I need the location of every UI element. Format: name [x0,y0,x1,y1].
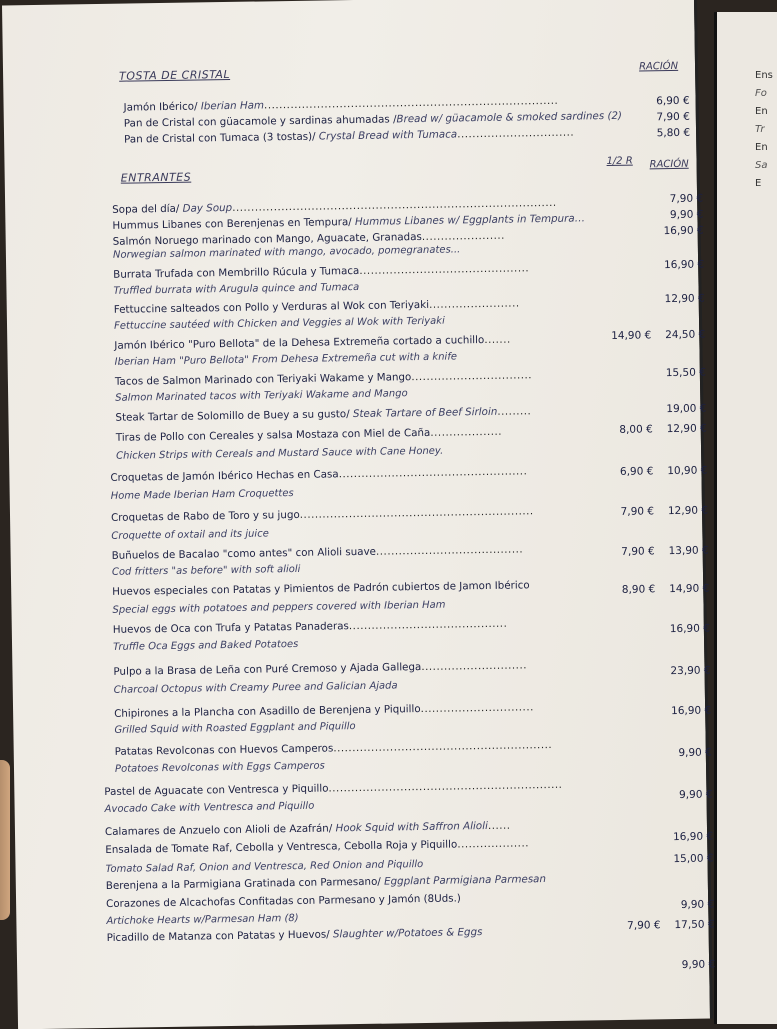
menu-item-translation: Chicken Strips with Cereals and Mustard Sauce with Cane Honey. [116,445,444,462]
price-racion: 12,90 € [664,292,705,306]
item-name-en: Slaughter w/Potatoes & Eggs [332,926,483,941]
item-name-es: Jamón Ibérico "Puro Bellota" de la Dehesa Extremeña cortado a cuchillo [114,333,485,352]
item-name-es: Croquetas de Rabo de Toro y su jugo [110,508,300,524]
menu-item-name [116,426,502,444]
menu-item-name [113,618,508,636]
item-name-es: Calamares de Anzuelo con Alioli de Azafrán/ [104,822,336,839]
item-name-es: Berenjena a la Parmigiana Gratinada con Parmesano/ [105,875,385,892]
price-racion: 9,90 € [678,788,713,801]
menu-item-name [105,837,529,856]
item-dots: ....... [484,333,511,346]
item-name-en: Eggplant Parmigiana Parmesan [383,873,547,888]
item-name-es: Chipirones a la Plancha con Asadillo de Berenjena y Piquillo [114,703,421,720]
adjacent-page-text: Ens [755,70,773,81]
menu-item-translation: Cod fritters "as before" with soft alioli [111,563,301,578]
price-racion: 16,90 € [670,704,712,718]
price-half: 14,90 € [611,329,652,342]
item-dots: ...................... [421,229,505,243]
menu-item-name [112,543,524,561]
price-racion: 14,90 € [669,582,710,596]
menu-content [2,0,716,1029]
price-racion: 17,50 € [674,918,715,932]
item-name-es: Tiras de Pollo con Cereales y salsa Mostaza con Miel de Caña [115,426,431,444]
menu-item-translation: Tomato Salad Raf, Onion and Ventresca, Red Onion and Piquillo [105,859,424,876]
price-racion: 15,00 € [673,852,714,866]
price-half: 6,90 € [619,465,654,478]
item-name-es: Fettuccine salteados con Pollo y Verduras al Wok con Teriyaki [113,298,430,316]
col-head-racion: RACIÓN [649,158,689,171]
item-dots: .............................................................. [299,505,534,521]
menu-item-name [106,873,546,892]
item-dots: ................................ [411,369,533,384]
item-name-en: Iberian Ham [200,99,265,113]
price-racion: 9,90 € [680,898,715,911]
menu-item-translation: Truffle Oca Eggs and Baked Potatoes [113,638,299,653]
menu-item-translation: Charcoal Octopus with Creamy Puree and Galician Ajada [113,680,398,696]
menu-item-translation: Home Made Iberian Ham Croquettes [110,488,294,502]
adjacent-page [714,12,777,1024]
menu-item-name [124,127,574,146]
thumb [0,760,10,920]
price-racion: 23,90 € [670,664,711,678]
price-racion: 15,50 € [665,366,706,380]
menu-item-name [113,659,527,677]
item-name-es: Pan de Cristal con Tumaca (3 tostas)/ [124,130,319,146]
item-name-es: Jamón Ibérico/ [123,100,201,114]
price-racion: 10,90 € [667,464,708,478]
menu-page [2,0,716,1029]
item-name-es: Tacos de Salmon Marinado con Teriyaki Wakame y Mango [114,371,412,388]
adjacent-page-text: Tr [755,124,765,135]
price-half: 8,00 € [619,423,653,436]
item-name-es: Salmón Noruego marinado con Mango, Aguacate, Granadas [112,230,422,248]
price-racion: 6,90 € [656,94,690,108]
menu-item-translation: Special eggs with potatoes and peppers covered with Iberian Ham [112,599,446,616]
price-racion: 7,90 € [656,110,690,124]
item-name-es: Patatas Revolconas con Huevos Camperos [114,742,334,758]
item-name-es: Corazones de Alcachofas Confitadas con Parmesano y Jamón (8Uds.) [106,892,461,910]
section-title-tosta: TOSTA DE CRISTAL [119,67,231,83]
item-dots: ......... [497,405,532,418]
item-dots: ................... [457,837,530,851]
menu-item-name [115,739,553,758]
item-dots: ............................... [457,126,575,141]
item-dots: ............................ [421,659,528,674]
menu-item-name [112,212,585,231]
price-racion: 12,90 € [666,422,707,436]
menu-item-name [112,579,530,598]
price-racion: 16,90 € [669,622,710,636]
price-racion: 24,50 € [665,328,706,342]
item-name-es: Huevos de Oca con Trufa y Patatas Panaderas [112,620,349,636]
price-racion: 7,90 € [669,192,704,206]
item-dots: .............................................................................. [263,94,559,112]
item-name-en: Hook Squid with Saffron Alioli [335,819,488,835]
item-dots: ............................................. [359,262,530,277]
adjacent-page-text: En [755,106,768,117]
item-name-es: Sopa del día/ [112,202,183,216]
price-racion: 9,90 € [678,746,712,759]
item-dots: .......................................... [348,617,508,633]
adjacent-page-text: Fo [755,88,767,99]
price-half: 7,90 € [620,505,655,518]
item-dots: ...................................................................................... [232,196,557,214]
item-dots: ....................................... [375,543,524,558]
price-racion: 13,90 € [668,544,709,558]
menu-item-translation: Croquette of oxtail and its juice [111,528,269,542]
item-dots: .......................................................... [333,738,553,755]
menu-item-translation: Grilled Squid with Roasted Eggplant and Piquillo [114,721,356,736]
item-name-es: Buñuelos de Bacalao "como antes" con Alioli suave [111,545,377,562]
item-name-es: Burrata Trufada con Membrillo Rúcula y Tumaca [113,264,360,281]
menu-item-name [114,297,520,315]
menu-item-name [114,701,534,720]
item-dots: ...... [487,819,511,832]
price-racion: 5,80 € [656,126,691,140]
price-racion: 12,90 € [667,504,709,518]
menu-item-name [106,892,461,910]
price-racion: 9,90 € [669,208,704,222]
price-racion: 16,90 € [663,258,705,272]
item-name-en: Steak Tartare of Beef Sirloin [352,405,498,421]
menu-item-translation: Potatoes Revolconas with Eggs Camperos [114,760,325,775]
menu-item-translation: Salmon Marinated tacos with Teriyaki Wakame and Mango [115,388,408,404]
adjacent-page-text: E [755,178,762,189]
item-name-en: Bread w/ güacamole & smoked sardines (2) [396,109,623,126]
item-name-es: Huevos especiales con Patatas y Pimientos de Padrón cubiertos de Jamon Ibérico [112,579,530,598]
item-dots: .................................................. [338,465,528,481]
price-racion: 16,90 € [663,224,704,238]
menu-item-name [113,262,529,281]
item-dots: .............................................................. [328,778,563,795]
adjacent-page-text: En [755,142,768,153]
section-title-entrantes: ENTRANTES [120,170,192,185]
menu-item-name [115,405,531,424]
menu-item-name [110,465,527,484]
price-half: 8,90 € [621,583,656,596]
item-dots: ........................ [428,297,520,311]
menu-item-translation: Norwegian salmon marinated with mango, avocado, pomegranates... [112,244,461,261]
item-name-es: Ensalada de Tomate Raf, Cebolla y Ventresca, Cebolla Roja y Piquillo [105,838,458,857]
item-name-en: Crystal Bread with Tumaca [318,128,458,143]
adjacent-page-text: Sa [755,160,768,171]
menu-item-translation: Fettuccine sautéed with Chicken and Veggies al Wok with Teriyaki [113,315,445,332]
price-racion: 19,00 € [666,402,707,416]
menu-item-name [105,820,511,838]
menu-item-name [115,369,532,388]
menu-item-name [107,926,483,944]
menu-item-translation: Avocado Cake with Ventresca and Piquillo [104,800,315,816]
price-racion: 9,90 € [681,958,716,971]
col-head-half: 1/2 R [606,155,633,168]
item-name-es: Steak Tartar de Solomillo de Buey a su gusto/ [115,408,354,424]
menu-item-name [111,505,534,524]
menu-item-name [124,95,559,114]
item-name-es: Croquetas de Jamón Ibérico Hechas en Casa [110,468,339,484]
menu-item-translation: Artichoke Hearts w/Parmesan Ham (8) [106,912,299,927]
col-head-racion-tosta: RACIÓN [638,60,679,73]
menu-item-translation: Iberian Ham "Puro Bellota" From Dehesa Extremeña cut with a knife [114,351,458,368]
item-name-es: Pan de Cristal con güacamole y sardinas ahumadas / [123,113,397,130]
menu-item-translation: Truffled burrata with Arugula quince and Tumaca [113,281,360,297]
item-dots: ................... [430,425,503,439]
item-name-es: Picadillo de Matanza con Patatas y Huevos/ [106,928,334,944]
item-name-es: Pastel de Aguacate con Ventresca y Piquillo [104,782,329,799]
price-half: 7,90 € [621,545,655,558]
menu-item-name [114,334,511,352]
item-dots: .............................. [420,701,534,716]
price-half: 7,90 € [627,919,661,932]
item-name-es: Pulpo a la Brasa de Leña con Puré Cremoso y Ajada Gallega [113,661,422,678]
item-name-es: Hummus Libanes con Berenjenas en Tempura/ [112,216,356,232]
menu-item-name [104,779,562,798]
item-name-en: Day Soup [182,201,233,215]
item-name-en: Hummus Libanes w/ Eggplants in Tempura… [354,212,586,229]
price-racion: 16,90 € [672,830,714,844]
